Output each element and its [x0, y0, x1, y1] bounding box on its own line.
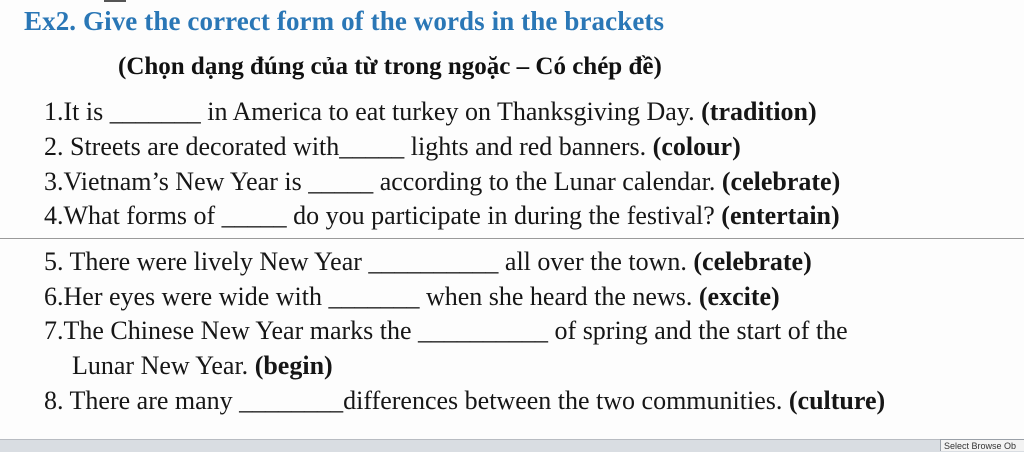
word-hint: (tradition) [701, 97, 817, 126]
word-hint: (entertain) [721, 201, 840, 230]
question-4 [44, 201, 840, 231]
question-number: 3. [44, 167, 64, 196]
word-hint: (culture) [788, 386, 886, 415]
question-6 [44, 282, 780, 312]
question-text-before: There are many [69, 386, 240, 415]
select-browse-object-button[interactable]: Select Browse Ob [940, 439, 1024, 451]
question-text-after: differences between the two communities. [343, 386, 789, 415]
question-3 [44, 167, 840, 197]
question-number: 7. [44, 316, 64, 345]
answer-blank: ________ [239, 386, 344, 415]
answer-blank: _____ [308, 167, 374, 196]
question-text-before: Vietnam’s New Year is [63, 167, 309, 196]
question-text-before: The Chinese New Year marks the [63, 316, 419, 345]
answer-blank: _____ [221, 201, 287, 230]
question-number: 5. [44, 247, 64, 276]
answer-blank: _______ [109, 97, 201, 126]
question-1 [44, 97, 817, 127]
status-bar [0, 439, 1024, 452]
question-number: 6. [44, 282, 64, 311]
word-hint: (excite) [698, 282, 780, 311]
question-text-before: Streets are decorated with [70, 132, 340, 161]
exercise-subtitle: (Chọn dạng đúng của từ trong ngoặc – Có chép đề) [118, 53, 662, 80]
word-hint: (colour) [652, 132, 741, 161]
question-text-after: of spring and the start of the [548, 316, 848, 345]
question-text-after: according to the Lunar calendar. [373, 167, 722, 196]
section-divider [0, 238, 1024, 239]
answer-blank: _____ [339, 132, 405, 161]
question-number: 8. [44, 386, 64, 415]
question-7-continuation [72, 351, 333, 381]
question-text-before: What forms of [63, 201, 222, 230]
question-8 [44, 386, 885, 416]
question-text-after: all over the town. [498, 247, 694, 276]
exercise-title: Ex2. Give the correct form of the words in the brackets [24, 6, 665, 36]
top-edge-mark [104, 0, 126, 2]
question-number: 2. [44, 132, 64, 161]
question-text-before: Her eyes were wide with [63, 282, 329, 311]
question-text-before: It is [63, 97, 110, 126]
answer-blank: _______ [328, 282, 420, 311]
question-number: 1. [44, 97, 64, 126]
word-hint: (begin) [254, 351, 333, 380]
question-text-after: do you participate in during the festival? [286, 201, 722, 230]
word-hint: (celebrate) [721, 167, 841, 196]
word-hint: (celebrate) [693, 247, 812, 276]
question-text-line2: Lunar New Year. [72, 351, 255, 380]
question-text-after: lights and red banners. [404, 132, 653, 161]
question-2 [44, 132, 741, 162]
question-7 [44, 316, 848, 346]
answer-blank: __________ [368, 247, 499, 276]
question-text-after: when she heard the news. [419, 282, 699, 311]
question-5 [44, 247, 812, 277]
question-text-after: in America to eat turkey on Thanksgiving Day. [200, 97, 702, 126]
answer-blank: __________ [418, 316, 549, 345]
question-text-before: There were lively New Year [69, 247, 369, 276]
question-number: 4. [44, 201, 64, 230]
